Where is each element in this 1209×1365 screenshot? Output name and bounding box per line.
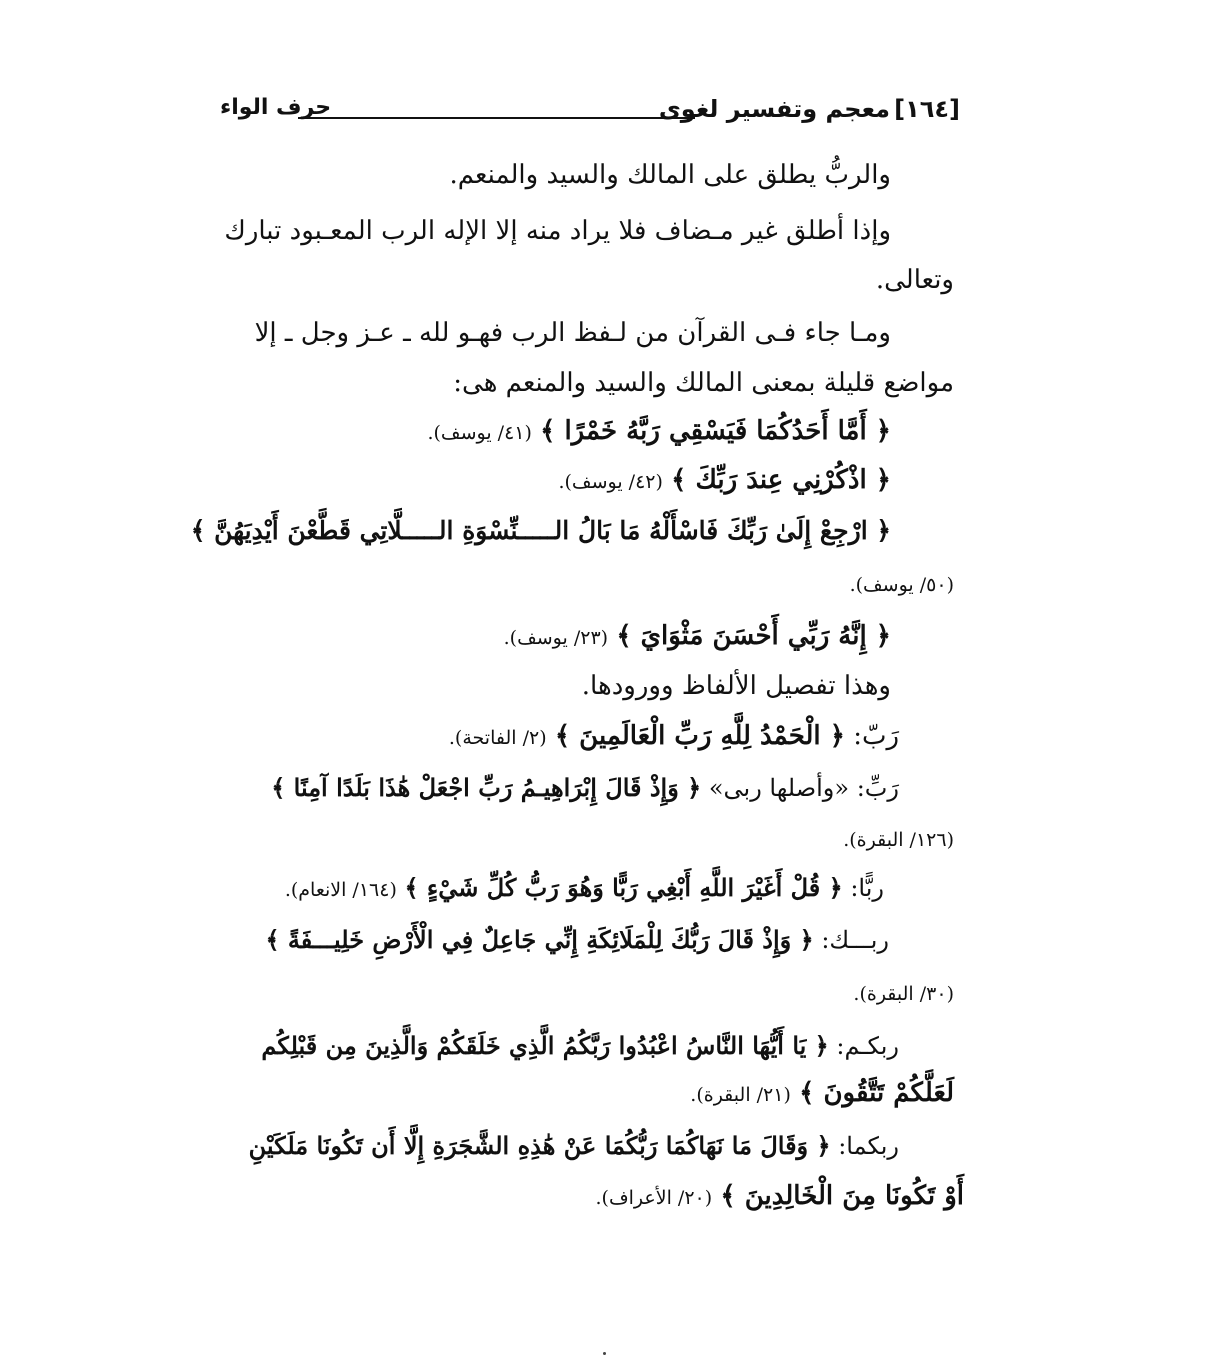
entry-word: ربكـم: [836,1032,899,1060]
quran-verse-continued: لَعَلَّكُمْ تَتَّقُونَ ﴾ [799,1078,954,1108]
quran-verse: ﴿ يَا أَيُّهَا النَّاسُ اعْبُدُوا رَبَّكُمُ الَّذِي خَلَقَكُمْ وَالَّذِينَ مِن قَبْلِكُم [261,1031,829,1060]
verse-reference: (١٢٦/ البقرة). [843,829,954,851]
text-line: ومـا جاء فـى القرآن من لـفظ الرب فهـو لله ـ عـز وجل ـ إلا [254,318,891,348]
section-title: حرف الواء [220,95,332,120]
quran-verse: ﴿ إِنَّهُ رَبِّي أَحْسَنَ مَثْوَايَ ﴾ [616,621,891,651]
quran-verse: ﴿ اذْكُرْنِي عِندَ رَبِّكَ ﴾ [671,465,891,495]
quran-verse: ﴿ ارْجِعْ إِلَىٰ رَبِّكَ فَاسْأَلْهُ مَا بَالُ الـــــنِّسْوَةِ الـــــلَّاتِي قَطَّعْنَ أَيْدِيَهُنَّ ﴾ [190,516,891,545]
quran-verse-continued: أَوْ تَكُونَا مِنَ الْخَالِدِينَ ﴾ [720,1181,964,1211]
verse-line [558,462,891,500]
text-line: وهذا تفصيل الألفاظ وورودها. [581,671,891,701]
text-line: وإذا أطلق غير مـضاف فلا يراد منه إلا الإله الرب المعـبود تبارك [224,216,891,246]
entry-line [271,770,899,806]
quran-verse: ﴿ وَإِذْ قَالَ رَبُّكَ لِلْمَلَائِكَةِ إِنِّي جَاعِلٌ فِي الْأَرْضِ خَلِيـــفَةً ﴾ [265,925,814,954]
page-header [220,95,960,129]
entry-word: ربكما: [838,1132,899,1160]
entry-word: رَبّ: [853,721,899,751]
entry-word: رَبِّ: [856,774,899,802]
entry-line [449,718,899,756]
quran-verse: ﴿ قُلْ أَغَيْرَ اللَّهِ أَبْغِي رَبًّا وَهُوَ رَبُّ كُلِّ شَيْءٍ ﴾ [404,873,843,902]
entry-line [596,1178,965,1216]
entry-line [266,922,889,958]
quran-verse: ﴿ الْحَمْدُ لِلَّهِ رَبِّ الْعَالَمِينَ ﴾ [554,721,845,751]
page-number: [١٦٤] [894,95,960,123]
entry-line [285,870,884,908]
verse-line [504,618,891,656]
verse-line [850,565,954,603]
verse-reference: (٢٣/ يوسف). [503,627,609,649]
verse-reference: (٢٠/ الأعراف). [595,1187,713,1209]
verse-reference: (٥٠/ يوسف). [849,574,954,596]
entry-line [690,1075,954,1113]
text-line: مواضع قليلة بمعنى المالك والسيد والمنعم هى: [453,368,954,398]
entry-note: «وأصلها ربى» [708,774,850,802]
entry-word: ربًّا: [850,874,884,902]
verse-reference: (٢/ الفاتحة). [448,727,547,749]
verse-reference: (٤٢/ يوسف). [558,471,663,493]
text-line: والربُّ يطلق على المالك والسيد والمنعم. [449,160,891,190]
scan-speck [603,1352,606,1355]
entry-line [853,974,954,1012]
verse-line [191,513,891,549]
book-title: معجم وتفسير لغوى [658,95,890,123]
quran-verse: ﴿ وَإِذْ قَالَ إِبْرَاهِيـمُ رَبِّ اجْعَلْ هَٰذَا بَلَدًا آمِنًا ﴾ [271,773,702,802]
text-line: وتعالى. [875,265,954,295]
verse-reference: (٢١/ البقرة). [690,1084,791,1106]
entry-line [261,1028,899,1064]
quran-verse: ﴿ وَقَالَ مَا نَهَاكُمَا رَبُّكُمَا عَنْ هَٰذِهِ الشَّجَرَةِ إِلَّا أَن تَكُونَا مَلَكَيْنِ [248,1131,831,1160]
verse-reference: (٤١/ يوسف). [427,422,532,444]
quran-verse: ﴿ أَمَّا أَحَدُكُمَا فَيَسْقِي رَبَّهُ خَمْرًا ﴾ [540,416,891,446]
entry-line [843,820,954,858]
header-rule [298,117,695,119]
verse-line [427,413,891,451]
verse-reference: (٣٠/ البقرة). [853,983,954,1005]
verse-reference: (١٦٤/ الانعام). [284,879,397,901]
entry-line [249,1128,899,1164]
entry-word: ربـــك: [821,926,889,954]
